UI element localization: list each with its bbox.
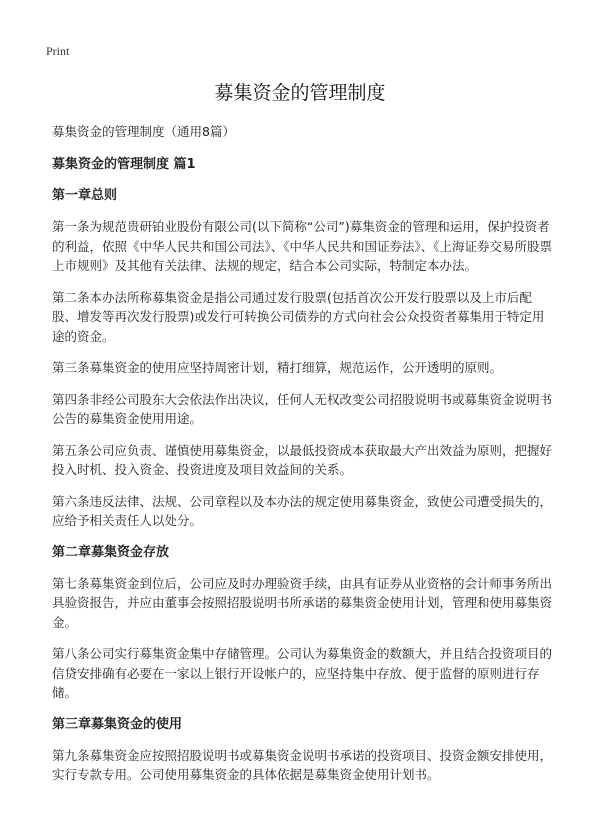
chapter-heading-1: 第一章总则 (52, 188, 118, 203)
paragraph-6: 第六条违反法律、法规、公司章程以及本办法的规定使用募集资金，致使公司遭受损失的，应给予相关责任人以处分。 (52, 493, 553, 528)
paragraph-7: 第七条募集资金到位后，公司应及时办理验资手续，由具有证券从业资格的会计师事务所出具验资报告，并应由董事会按照招股说明书所承诺的募集资金使用计划，管理和使用募集资金。 (52, 575, 553, 630)
paragraph-5: 第五条公司应负责、谨慎使用募集资金，以最低投资成本获取最大产出效益为原则，把握好投入时机、投入资金、投资进度及项目效益间的关系。 (52, 442, 553, 477)
paragraph-8: 第八条公司实行募集资金集中存储管理。公司认为募集资金的数额大，并且结合投资项目的信贷安排确有必要在一家以上银行开设帐户的，应坚持集中存放、便于监督的原则进行存储。 (52, 646, 553, 700)
paragraph-9: 第九条募集资金应按照招股说明书或募集资金说明书承诺的投资项目、投资金额安排使用，实行专款专用。公司使用募集资金的具体依据是募集资金使用计划书。 (52, 747, 553, 782)
chapter-heading-3: 第三章募集资金的使用 (52, 716, 183, 732)
paragraph-3: 第三条募集资金的使用应坚持周密计划，精打细算，规范运作，公开透明的原则。 (52, 360, 503, 375)
document-body (52, 122, 552, 797)
article-heading: 募集资金的管理制度 篇1 (52, 157, 196, 172)
chapter-heading-2: 第二章募集资金存放 (52, 544, 170, 560)
paragraph-1: 第一条为规范贵研铂业股份有限公司(以下简称“公司”)募集资金的管理和运用，保护投资者的利益，依照《中华人民共和国公司法》、《中华人民共和国证券法》、《上海证券交易所股票上市规则》及其他有关法律、法规的规定，结合本公司实际，特制定本办法。 (52, 219, 553, 273)
paragraph-4: 第四条非经公司股东大会依法作出决议，任何人无权改变公司招股说明书或募集资金说明书公告的募集资金使用用途。 (52, 391, 553, 426)
document-subtitle: 募集资金的管理制度（通用8篇） (52, 124, 235, 139)
paragraph-2: 第二条本办法所称募集资金是指公司通过发行股票(包括首次公开发行股票以及上市后配股、增发等再次发行股票)或发行可转换公司债券的方式向社会公众投资者募集用于特定用途的资金。 (52, 289, 545, 344)
page-title: 募集资金的管理制度 (214, 82, 386, 104)
print-link[interactable]: Print (46, 44, 70, 58)
